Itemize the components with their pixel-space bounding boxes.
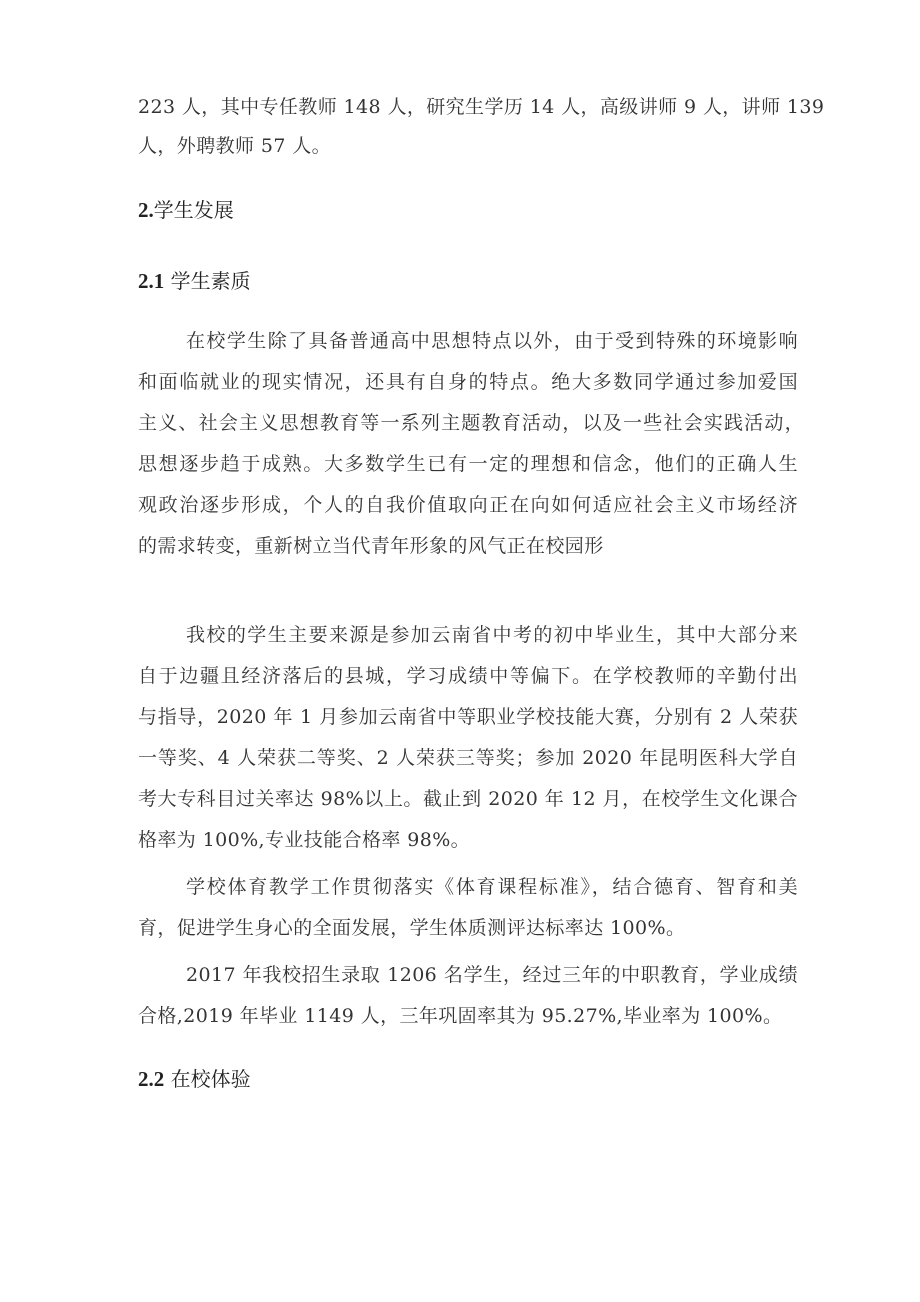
text-line: 考大专科目过关率达 98%以上。截止到 2020 年 12 月，在校学生文化课合 <box>138 788 798 810</box>
text-line: 合格,2019 年毕业 1149 人，三年巩固率其为 95.27%,毕业率为 100%。 <box>138 1005 783 1027</box>
section-title: 学生发展 <box>153 198 234 222</box>
text-line: 育，促进学生身心的全面发展，学生体质测评达标率达 100%。 <box>138 917 686 939</box>
text-line: 和面临就业的现实情况，还具有自身的特点。绝大多数同学通过参加爱国 <box>138 371 798 393</box>
text-line: 学校体育教学工作贯彻落实《体育课程标准》，结合德育、智育和美 <box>186 876 798 898</box>
section-title: 在校体验 <box>170 1067 251 1091</box>
section-number: 2. <box>138 198 154 222</box>
text-line: 主义、社会主义思想教育等一系列主题教育活动，以及一些社会实践活动， <box>138 412 804 434</box>
section-title: 学生素质 <box>170 269 251 293</box>
section-heading-2 <box>138 197 234 223</box>
text-line: 自于边疆且经济落后的县城，学习成绩中等偏下。在学校教师的辛勤付出 <box>138 665 798 687</box>
text-line: 我校的学生主要来源是参加云南省中考的初中毕业生，其中大部分来 <box>186 624 798 646</box>
text-line: 思想逐步趋于成熟。大多数学生已有一定的理想和信念，他们的正确人生 <box>138 453 798 475</box>
text-line: 2017 年我校招生录取 1206 名学生，经过三年的中职教育，学业成绩 <box>186 964 798 986</box>
text-line: 在校学生除了具备普通高中思想特点以外，由于受到特殊的环境影响 <box>186 330 798 352</box>
section-number: 2.2 <box>138 1067 165 1091</box>
text-line: 观政治逐步形成，个人的自我价值取向正在向如何适应社会主义市场经济 <box>138 494 798 516</box>
text-line: 与指导，2020 年 1 月参加云南省中等职业学校技能大赛，分别有 2 人荣获 <box>138 706 798 728</box>
text-line: 人，外聘教师 57 人。 <box>138 135 332 157</box>
section-heading-2-2 <box>138 1066 251 1092</box>
section-number: 2.1 <box>138 269 165 293</box>
text-line: 格率为 100%,专业技能合格率 98%。 <box>138 829 471 851</box>
section-heading-2-1 <box>138 268 251 294</box>
text-line: 223 人，其中专任教师 148 人，研究生学历 14 人，高级讲师 9 人，讲师 139 <box>138 96 825 118</box>
text-line: 一等奖、4 人荣获二等奖、2 人荣获三等奖；参加 2020 年昆明医科大学自 <box>138 747 798 769</box>
text-line: 的需求转变，重新树立当代青年形象的风气正在校园形 <box>138 535 604 557</box>
